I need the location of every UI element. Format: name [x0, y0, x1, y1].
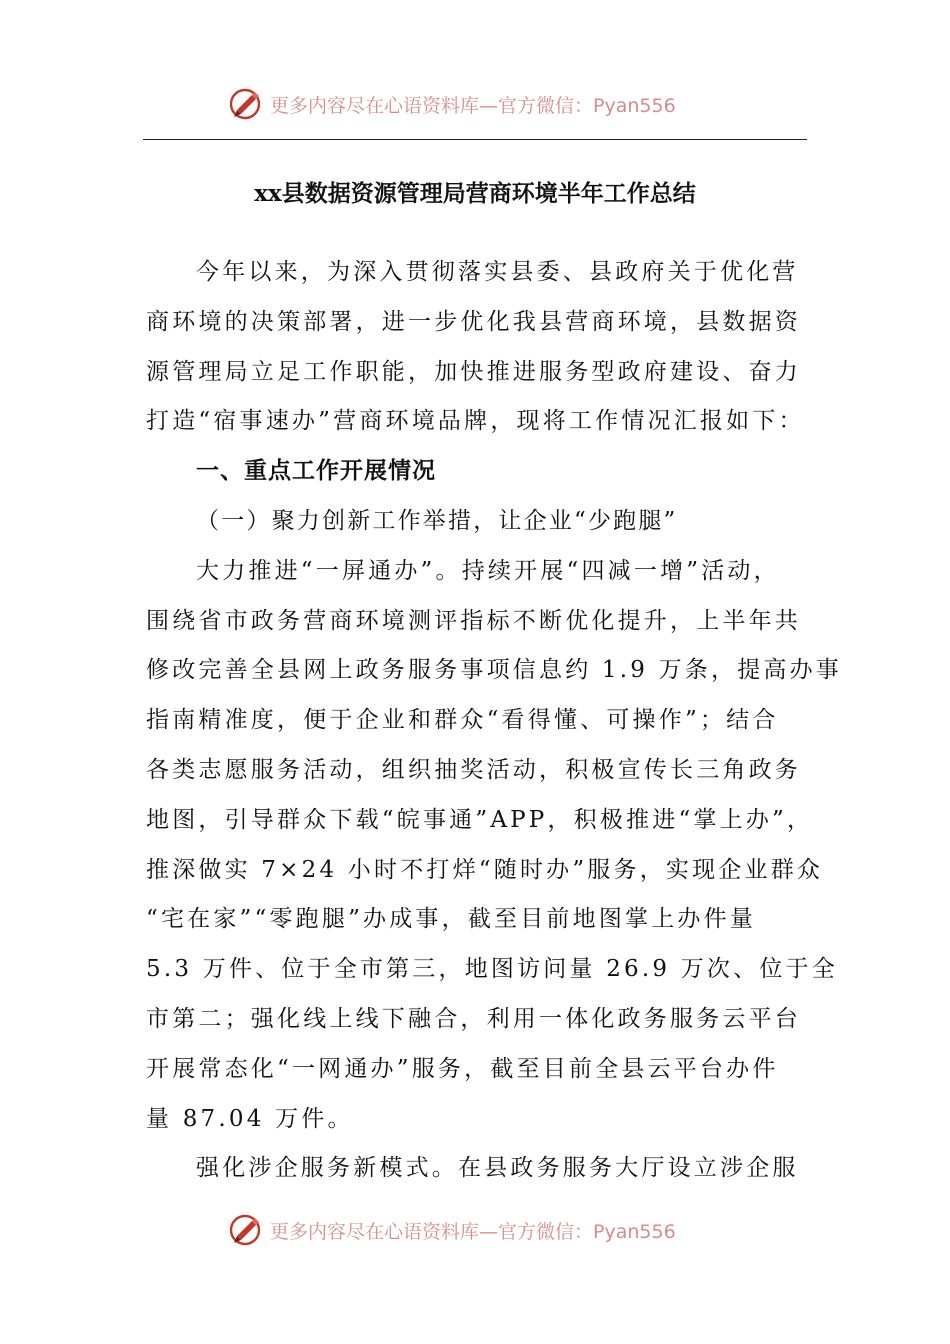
- paragraph-line: 地图，引导群众下载“皖事通”APP，积极推进“掌上办”，: [146, 806, 814, 833]
- paragraph-line: 修改完善全县网上政务服务事项信息约 1.9 万条，提高办事: [146, 657, 842, 684]
- paragraph-line: 开展常态化“一网通办”服务，截至目前全县云平台办件: [146, 1055, 779, 1082]
- paragraph-line: 各类志愿服务活动，组织抽奖活动，积极宣传长三角政务: [146, 756, 801, 783]
- paragraph-line: “宅在家”“零跑腿”办成事，截至目前地图掌上办件量: [146, 906, 757, 933]
- watermark-header: [228, 84, 748, 124]
- document-title: xx县数据资源管理局营商环境半年工作总结: [254, 180, 696, 207]
- section-heading: 一、重点工作开展情况: [196, 458, 436, 485]
- pen-logo-icon: [228, 86, 264, 122]
- subsection-heading: （一）聚力创新工作举措，让企业“少跑腿”: [196, 507, 678, 534]
- paragraph-line: 源管理局立足工作职能，加快推进服务型政府建设、奋力: [146, 358, 801, 385]
- header-rule: [143, 139, 807, 140]
- paragraph-line: 指南精准度，便于企业和群众“看得懂、可操作”；结合: [146, 707, 779, 734]
- paragraph-line: 打造“宿事速办”营商环境品牌，现将工作情况汇报如下：: [146, 408, 805, 435]
- document-body: [146, 248, 842, 1194]
- pen-logo-icon: [228, 1212, 264, 1248]
- paragraph-line: 商环境的决策部署，进一步优化我县营商环境，县数据资: [146, 308, 801, 335]
- paragraph-line: 今年以来，为深入贯彻落实县委、县政府关于优化营: [196, 259, 799, 285]
- paragraph-line: 围绕省市政务营商环境测评指标不断优化提升，上半年共: [146, 607, 801, 634]
- paragraph-line: 强化涉企服务新模式。在县政务服务大厅设立涉企服: [196, 1155, 799, 1182]
- paragraph-line: 推深做实 7×24 小时不打烊“随时办”服务，实现企业群众: [146, 856, 824, 883]
- watermark-text: 更多内容尽在心语资料库—官方微信：Pyan556: [270, 94, 676, 117]
- watermark-text: 更多内容尽在心语资料库—官方微信：Pyan556: [270, 1220, 676, 1243]
- paragraph-line: 大力推进“一屏通办”。持续开展“四减一增”活动，: [196, 557, 780, 584]
- paragraph-line: 市第二；强化线上线下融合，利用一体化政务服务云平台: [146, 1005, 801, 1032]
- watermark-footer: [228, 1210, 748, 1250]
- paragraph-line: 5.3 万件、位于全市第三，地图访问量 26.9 万次、位于全: [146, 956, 838, 983]
- paragraph-line: 量 87.04 万件。: [146, 1105, 354, 1132]
